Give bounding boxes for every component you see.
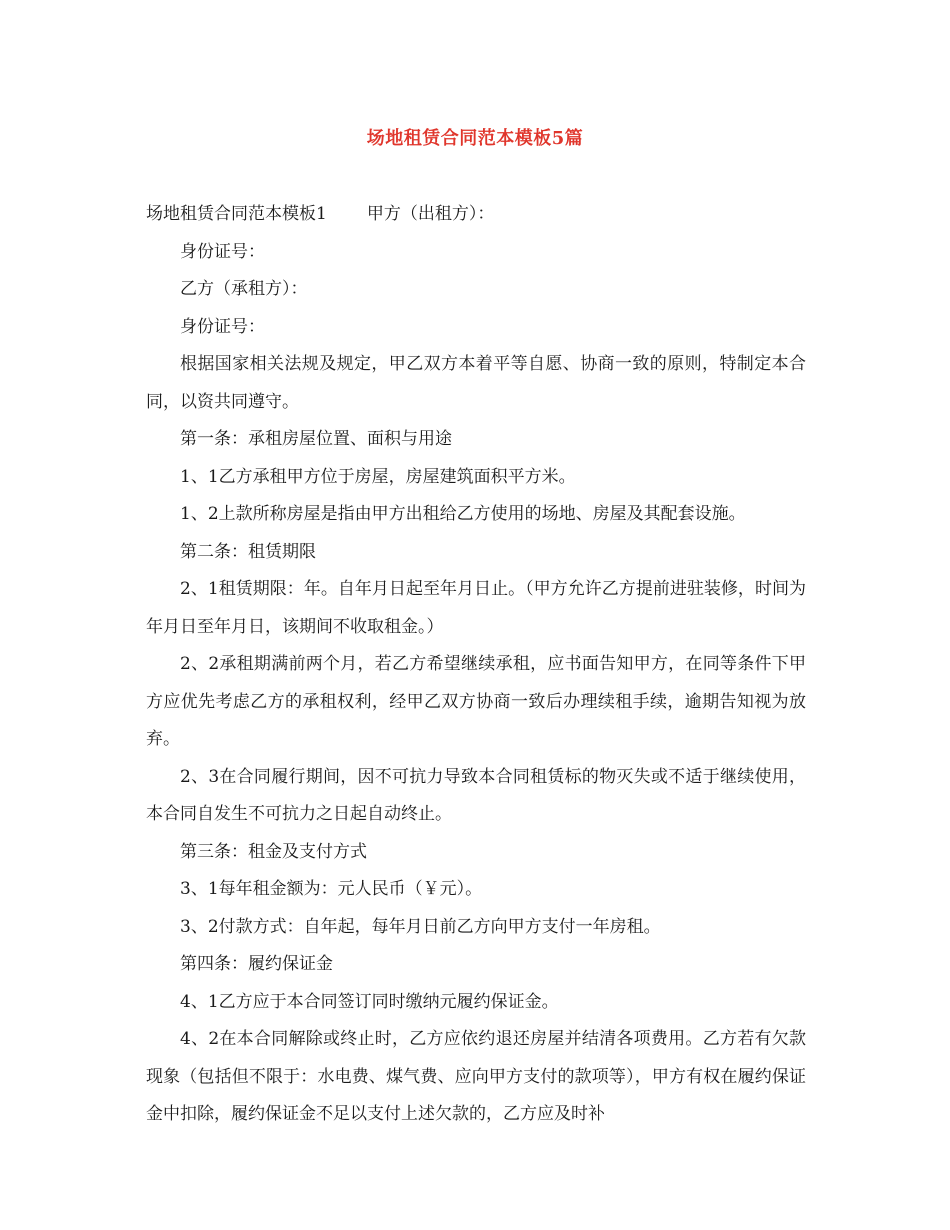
document-body (146, 196, 806, 1134)
paragraph: 身份证号： (180, 316, 265, 337)
paragraph: 3、2付款方式：自年起，每年月日前乙方向甲方支付一年房租。 (180, 916, 661, 937)
paragraph: 4、1乙方应于本合同签订同时缴纳元履约保证金。 (180, 991, 559, 1012)
first-line (146, 196, 806, 234)
section-heading: 第一条：承租房屋位置、面积与用途 (180, 429, 452, 449)
document-title: 场地租赁合同范本模板5篇 (366, 128, 584, 149)
paragraph: 2、2承租期满前两个月，若乙方希望继续承租，应书面告知甲方，在同等条件下甲方应优先考虑乙方的承租权利，经甲乙双方协商一致后办理续租手续，逾期告知视为放弃。 (146, 654, 806, 749)
paragraph: 1、2上款所称房屋是指由甲方出租给乙方使用的场地、房屋及其配套设施。 (180, 504, 746, 524)
paragraph: 根据国家相关法规及规定，甲乙双方本着平等自愿、协商一致的原则，特制定本合同，以资共同遵守。 (146, 354, 806, 412)
section-heading: 第二条：租赁期限 (180, 541, 316, 562)
paragraph: 1、1乙方承租甲方位于房屋，房屋建筑面积平方米。 (180, 466, 576, 487)
paragraph: 2、1租赁期限：年。自年月日起至年月日止。（甲方允许乙方提前进驻装修，时间为年月日至年月日，该期间不收取租金。） (146, 579, 806, 637)
party-a-label: 甲方（出租方）： (366, 204, 495, 224)
paragraph: 身份证号： (180, 241, 265, 262)
paragraph: 乙方（承租方）： (180, 279, 308, 299)
section-heading: 第三条：租金及支付方式 (180, 841, 367, 862)
paragraph: 2、3在合同履行期间，因不可抗力导致本合同租赁标的物灭失或不适于继续使用，本合同自发生不可抗力之日起自动终止。 (146, 766, 806, 824)
section-heading: 第四条：履约保证金 (180, 954, 333, 974)
paragraph: 3、1每年租金额为：元人民币（￥元）。 (180, 879, 483, 899)
template-label: 场地租赁合同范本模板1 (146, 204, 327, 224)
paragraph: 4、2在本合同解除或终止时，乙方应依约退还房屋并结清各项费用。乙方若有欠款现象（包括但不限于：水电费、煤气费、应向甲方支付的款项等），甲方有权在履约保证金中扣除，履约保证金不足以支付上述欠款的，乙方应及时补 (146, 1029, 806, 1124)
